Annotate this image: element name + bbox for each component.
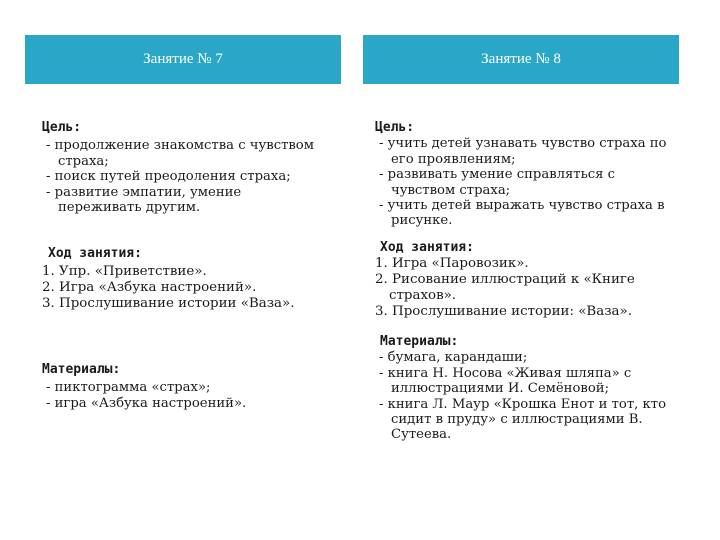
course-step: 3. Прослушивание истории «Ваза». — [42, 296, 295, 312]
material-item: - книга Н. Носова «Живая шляпа» с иллюстрациями И. Семёновой; — [379, 365, 632, 397]
lesson-8-goals — [375, 120, 675, 229]
material-item: - бумага, карандаши; — [379, 350, 528, 366]
course-step: 2. Игра «Азбука настроений». — [42, 280, 257, 296]
lesson-7-materials — [42, 362, 342, 411]
goal-title: Цель: — [375, 120, 415, 135]
lesson-8-header — [363, 35, 679, 84]
lesson-7-course — [42, 246, 342, 312]
lesson-8-materials — [375, 334, 675, 443]
course-step: 1. Упр. «Приветствие». — [42, 264, 207, 280]
material-item: - книга Л. Маур «Крошка Енот и тот, кто сидит в пруду» с иллюстрациями В. Сутеева. — [379, 396, 667, 443]
materials-title: Материалы: — [42, 362, 121, 377]
lesson-7-goals — [42, 120, 342, 215]
goal-item: - продолжение знакомства с чувством страха; — [46, 138, 314, 169]
goal-item: - учить детей выражать чувство страха в рисунке. — [379, 198, 665, 229]
goal-item: - развивать умение справляться с чувством страха; — [379, 167, 616, 198]
course-title: Ход занятия: — [380, 240, 474, 255]
course-step: 3. Прослушивание истории: «Ваза». — [375, 304, 632, 320]
lesson-7-title: Занятие № 7 — [143, 51, 223, 67]
goal-title: Цель: — [42, 120, 82, 135]
course-step: 2. Рисование иллюстраций к «Книге страхов». — [375, 272, 635, 304]
goal-item: - поиск путей преодоления страха; — [46, 169, 291, 185]
materials-title: Материалы: — [380, 334, 459, 349]
course-title: Ход занятия: — [48, 246, 142, 261]
goal-item: - учить детей узнавать чувство страха по его проявлениям; — [379, 136, 667, 167]
goal-item: - развитие эмпатии, умение переживать другим. — [46, 184, 242, 216]
lesson-8-course — [375, 240, 675, 320]
course-step: 1. Игра «Паровозик». — [375, 256, 529, 272]
lesson-8-title: Занятие № 8 — [481, 51, 561, 67]
material-item: - игра «Азбука настроений». — [46, 395, 247, 411]
material-item: - пиктограмма «страх»; — [46, 380, 211, 396]
lesson-7-header — [25, 35, 341, 84]
